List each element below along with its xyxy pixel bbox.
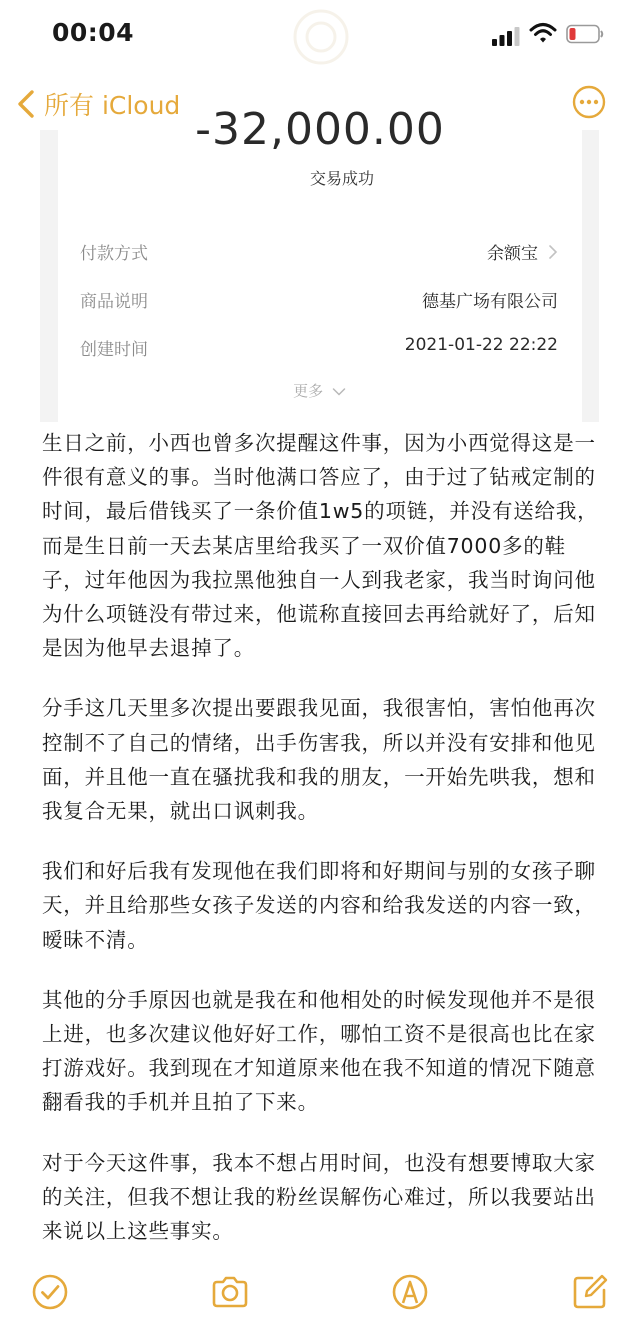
- chevron-down-icon: [332, 387, 346, 397]
- payment-method-text: 余额宝: [487, 244, 538, 264]
- payment-method-label: 付款方式: [80, 244, 148, 264]
- chevron-left-icon: [16, 89, 36, 119]
- payment-method-value: [487, 239, 558, 264]
- markup-pen-icon[interactable]: [390, 1272, 430, 1312]
- note-paragraph: 分手这几天里多次提出要跟我见面，我很害怕，害怕他再次控制不了自己的情绪，出手伤害我，所以并没有安排和他见面，并且他一直在骚扰我和我的朋友，一开始先哄我，想和我复合无果，就出口讽刺我。: [42, 696, 596, 824]
- bottom-toolbar: [0, 1268, 640, 1318]
- transaction-status: 交易成功: [309, 169, 374, 188]
- note-paragraph: 我们和好后我有发现他在我们即将和好期间与别的女孩子聊天，并且给那些女孩子发送的内容和给我发送的内容一致，暧昧不清。: [42, 859, 596, 952]
- status-bar: [0, 0, 640, 70]
- wifi-icon: [530, 22, 556, 44]
- chevron-right-icon: [548, 244, 558, 260]
- transaction-amount: -32,000.00: [195, 104, 445, 155]
- note-paragraph: 生日之前，小西也曾多次提醒这件事，因为小西觉得这是一件很有意义的事。当时他满口答应了，由于过了钻戒定制的时间，最后借钱买了一条价值1w5的项链，并没有送给我，而是生日前一天去某店里给我买了一双价值7000多的鞋子，过年他因为我拉黑他独自一人到我老家，我当时询问他为什么项链没有带过来，他谎称直接回去再给就好了，后知是因为他早去退掉了。: [42, 431, 599, 661]
- created-time-value: 2021-01-22 22:22: [404, 335, 558, 355]
- back-button-label: 所有 iCloud: [44, 91, 181, 120]
- cellular-signal-icon: [492, 26, 520, 46]
- battery-icon: [566, 24, 604, 44]
- note-paragraph: 对于今天这件事，我本不想占用时间，也没有想要博取大家的关注，但我不想让我的粉丝误解伤心难过，所以我要站出来说以上这些事实。: [42, 1150, 596, 1244]
- goods-description-label: 商品说明: [80, 292, 148, 312]
- watermark-logo-icon: [292, 8, 350, 66]
- checklist-icon[interactable]: [30, 1272, 70, 1312]
- status-time: 00:04: [52, 18, 135, 47]
- note-body[interactable]: [42, 426, 602, 1274]
- note-paragraph: 其他的分手原因也就是我在和他相处的时候发现他并不是很上进，也多次建议他好好工作，哪怕工资不是很高也比在家打游戏好。我到现在才知道原来他在我不知道的情况下随意翻看我的手机并且拍了下来。: [42, 987, 596, 1115]
- camera-icon[interactable]: [210, 1272, 250, 1312]
- goods-description-value: 德基广场有限公司: [422, 292, 558, 312]
- more-details-label: 更多: [293, 382, 324, 400]
- compose-icon[interactable]: [570, 1272, 610, 1312]
- created-time-label: 创建时间: [80, 340, 148, 360]
- more-details-link: [40, 380, 599, 401]
